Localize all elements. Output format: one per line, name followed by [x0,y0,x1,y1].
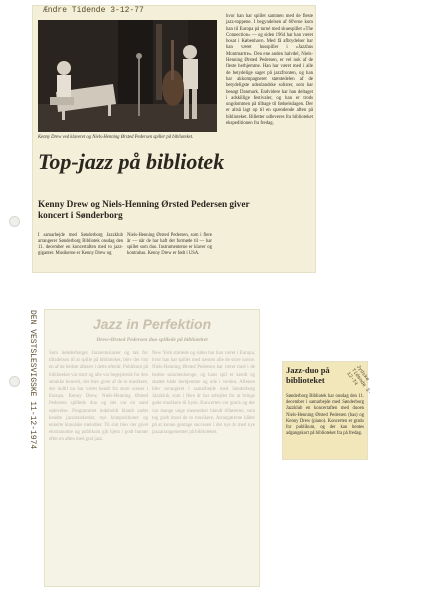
diagonal-newspaper-stamp: Jydske Tidende 3-12-74 [345,364,373,396]
article-column-right: New York startede og siden har han været i Europa, hvor han har spillet med næsten alle de store navne. Niels-Henning Ørsted Pedersen har været med i de bedste sammenhænge, og hans spil er kendt og skattet både herhjemme og ude i verden. Aftenen blev arrangeret i samarbejde med Sønderborg Jazzklub, som i flere år har arbejdet for at bringe gode musikere til byen. Koncerten var gratis og der var mange unge mennesker blandt tilhørerne, som tog godt imod de to musikere. Arrangørerne håber på at kunne gentage succesen i det nye år med nye jazzarrangementer på biblioteket. [152,351,255,436]
vertical-newspaper-stamp: DEN VESTSLESVIGSKE 11-12-1974 [28,310,37,450]
article-body: Sønderborg Bibliotek har onsdag den 11. december i samarbejde med Sønderborg Jazzklub en koncertaften med duoen Niels-Henning Ørsted Pedersen (bas) og Kenny Drew (piano). Koncerten er gratis for publikum, og der kan hentes adgangskort på biblioteket fra på fredag. [286,394,364,437]
article-column-bottom-right: Niels-Henning Ørsted Pedersen, som i flere år — når de har haft det formøde til — har spillet som duo. Instrumenterne er klaver og kontrabas. Kenny Drew er født i USA. [127,233,212,257]
concert-photo [38,20,217,132]
newspaper-stamp: Ændre Tidende 3-12-77 [43,6,144,15]
headline: Jazz-duo på biblioteket [286,365,330,385]
photo-caption: Kenny Drew ved klaveret og Niels-Henning Ørsted Pedersen spiller på biblioteket. [38,135,194,140]
subheadline: Drew-Ørsted Pedersen duo spillede på biblioteket [96,337,208,343]
punch-hole-top [9,216,20,227]
article-column-left: Som Sønderborger Jazzentusiaster og tak for tilladelsen til at spille på biblioteket, blev det vist en af de bedste aftener i dette efterår. Publikum på biblioteket var stort og alle var begejstrede for den smukke koncert, der blev givet af de to musikere, der indtil nu har været kendt fra store scener i Europa. Kenny Drew, Niels-Henning Ørsted Pedersen spillede duo og det var en sand oplevelse. Programmet indeholdt blandt andet kendte jazzstandarder, nye kompositioner og enkelte klassiske melodier. Til slut blev der givet ekstranumre og publikum gik hjem i godt humør efter en aften med god jazz. [49,351,148,443]
clipping-jazz-in-perfektion [45,310,259,586]
punch-hole-bottom [9,376,20,387]
headline: Top-jazz på bibliotek [38,149,225,174]
headline: Jazz in Perfektion [92,316,212,332]
article-column-right: hvor han har spillet sammen med de fleste jazz-toppene. I begyndelsen af 60'erne kom han til Europa på turné med skuespillet »The Connection« — og siden 1964 har han været bosat i København. Med få afbrydelser har han været husspiller i »Jazzhus Montmartre«. Den ene anden halvdel, Niels-Henning Ørsted Pedersen, er vel nok af de fleste herhjemme. Han har været med i alle de betydelige sager på jazzfronten, og han har akkompagneret størstedelen af de betydeligste udenlandske solister, som har besøgt Danmark. Endvidere har han deltaget i adskillige festivaler, og han er trods ungdommen på tilbage til fødselsdagen. Der er altså lagt op til en spændende aften på biblioteket. Billetter udleveres fra biblioteket ekspeditionen fra fredag. [226,14,313,127]
article-column-bottom-left: I samarbejde med Sønderborg Jazzklub arrangerer Sønderborg Bibliotek onsdag den 11. december en koncertaften med to jazz-giganter. Musikerne er Kenny Drew og [38,233,123,257]
clipping-top-jazz [33,6,315,272]
subheadline: Kenny Drew og Niels-Henning Ørsted Pedersen giver koncert i Sønderborg [38,200,250,221]
